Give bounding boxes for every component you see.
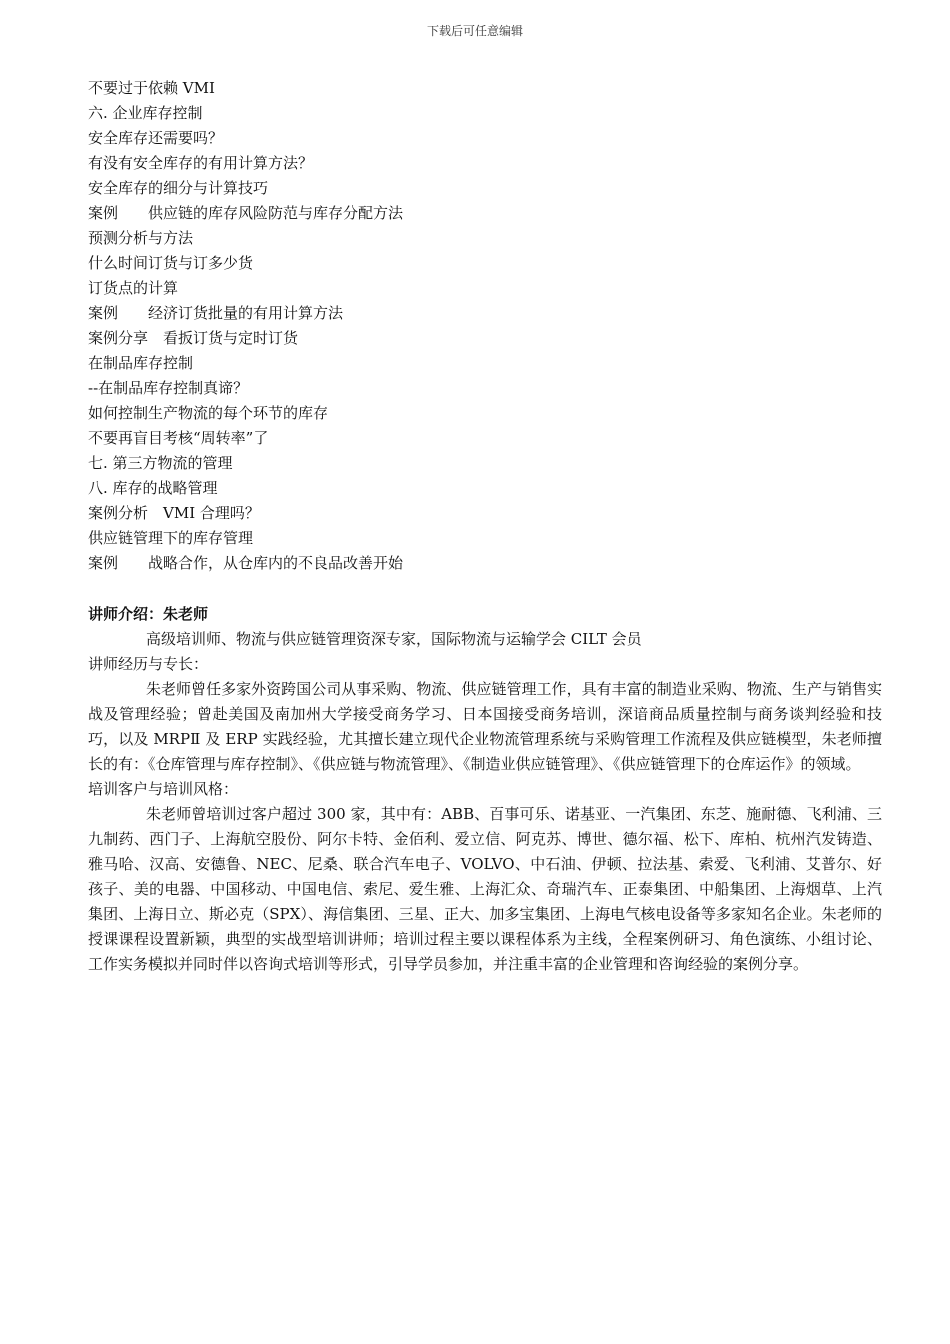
outline-line: 不要过于依赖 VMI [88, 79, 215, 97]
outline-case: 案例 战略合作，从仓库内的不良品改善开始 [88, 554, 404, 572]
page-header-note: 下载后可任意编辑 [426, 24, 523, 38]
bio-heading: 讲师介绍：朱老师 [88, 605, 209, 623]
outline-line: 安全库存的细分与计算技巧 [88, 179, 269, 197]
outline-line: 什么时间订货与订多少货 [88, 254, 254, 272]
experience-paragraph: 朱老师曾任多家外资跨国公司从事采购、物流、供应链管理工作，具有丰富的制造业采购、物流、生产与销售实战及管理经验；曾赴美国及南加州大学接受商务学习、日本国接受商务培训，深谙商品质量控制与商务谈判经验和技巧，以及 MRPⅡ 及 ERP 实践经验，尤其擅长建立现代企业物流管理系统与采购管理工作流程及供应链模型，朱老师擅长的有：《仓库管理与库存控制》、《供应链与物流管理》、《制造业供应链管理》、《供应链管理下的仓库运作》的领域。 [88, 680, 882, 773]
bio-titles: 高级培训师、物流与供应链管理资深专家，国际物流与运输学会 CILT 会员 [146, 630, 642, 648]
experience-label: 讲师经历与专长： [88, 655, 209, 673]
course-outline [88, 76, 882, 576]
instructor-bio [88, 602, 882, 977]
outline-line: 供应链管理下的库存管理 [88, 529, 254, 547]
clients-paragraph: 朱老师曾培训过客户超过 300 家，其中有：ABB、百事可乐、诺基亚、一汽集团、东芝、施耐德、飞利浦、三九制药、西门子、上海航空股份、阿尔卡特、金佰利、爱立信、阿克苏、博世、德尔福、松下、库柏、杭州汽发铸造、雅马哈、汉高、安德鲁、NEC、尼桑、联合汽车电子、VOLVO、中石油、伊顿、拉法基、索爱、飞利浦、艾普尔、好孩子、美的电器、中国移动、中国电信、索尼、爱生雅、上海汇众、奇瑞汽车、正泰集团、中船集团、上海烟草、上汽集团、上海日立、斯必克（SPX）、海信集团、三星、正大、加多宝集团、上海电气核电设备等多家知名企业。朱老师的授课课程设置新颖，典型的实战型培训讲师；培训过程主要以课程体系为主线，全程案例研习、角色演练、小组讨论、工作实务模拟并同时伴以咨询式培训等形式，引导学员参加，并注重丰富的企业管理和咨询经验的案例分享。 [88, 805, 882, 973]
outline-section-heading: 八. 库存的战略管理 [88, 479, 218, 497]
outline-line: 安全库存还需要吗？ [88, 129, 224, 147]
outline-section-heading: 六. 企业库存控制 [88, 104, 203, 122]
outline-line: 预测分析与方法 [88, 229, 194, 247]
section-spacer [88, 576, 882, 602]
outline-line: 如何控制生产物流的每个环节的库存 [88, 404, 329, 422]
outline-line: 有没有安全库存的有用计算方法？ [88, 154, 314, 172]
clients-label: 培训客户与培训风格： [88, 780, 239, 798]
outline-case: 案例 供应链的库存风险防范与库存分配方法 [88, 204, 404, 222]
outline-line: --在制品库存控制真谛？ [88, 379, 249, 397]
outline-line: 不要再盲目考核“周转率”了 [88, 429, 269, 447]
outline-line: 在制品库存控制 [88, 354, 194, 372]
outline-case: 案例 经济订货批量的有用计算方法 [88, 304, 344, 322]
outline-section-heading: 七. 第三方物流的管理 [88, 454, 233, 472]
document-body [88, 76, 882, 977]
outline-case: 案例分析 VMI 合理吗？ [88, 504, 260, 522]
outline-case: 案例分享 看扳订货与定时订货 [88, 329, 299, 347]
outline-line: 订货点的计算 [88, 279, 179, 297]
